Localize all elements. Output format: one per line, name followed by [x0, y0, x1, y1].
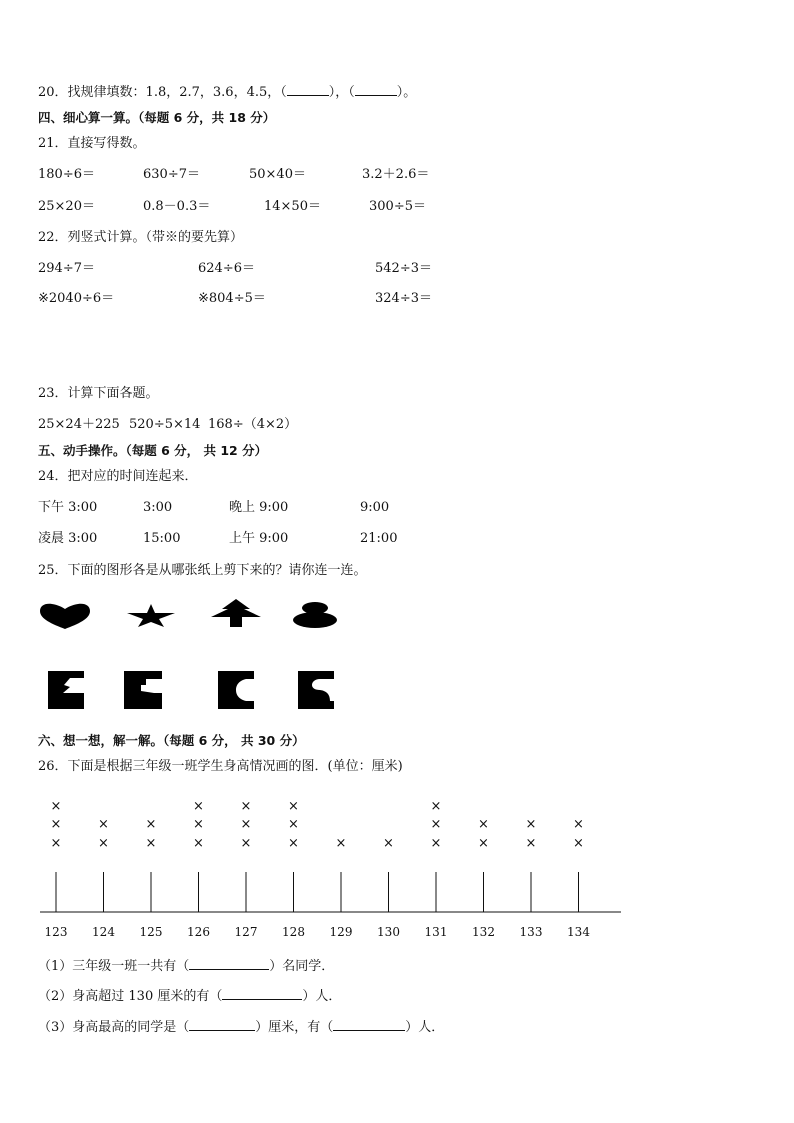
q22-item: 324÷3＝: [375, 291, 432, 306]
q26-sub3-pre: （3）身高最高的同学是（: [38, 1020, 190, 1035]
plot-mark: ×: [145, 836, 157, 851]
plot-mark: ×: [573, 836, 584, 851]
tick-label: 128: [282, 925, 305, 939]
plot-mark: ×: [430, 836, 442, 851]
q21-item: 50×40＝: [249, 167, 306, 182]
q24-time[interactable]: 上午 9:00: [229, 531, 289, 546]
q21-item: 180÷6＝: [38, 167, 95, 182]
q26-sub2-blank[interactable]: [222, 988, 302, 1000]
tick-label: 134: [567, 925, 590, 939]
paper-notch-icon[interactable]: [218, 671, 254, 709]
mushroom-shape-icon[interactable]: [291, 601, 339, 629]
q26-sub1-pre: （1）三年级一班一共有（: [38, 959, 190, 974]
tick-label: 126: [187, 925, 210, 939]
q26-sub1-blank[interactable]: [189, 958, 269, 970]
q26-sub3-mid: ）厘米，有（: [255, 1020, 334, 1035]
tick-label: 129: [329, 925, 353, 939]
tick-label: 130: [377, 925, 400, 939]
q21-item: 300÷5＝: [369, 199, 426, 214]
plot-mark: ×: [240, 817, 252, 832]
q21-item: 0.8－0.3＝: [143, 199, 211, 214]
plot-mark: ×: [145, 817, 157, 832]
plot-mark: ×: [240, 836, 252, 851]
q26-sub3-blank-2[interactable]: [333, 1019, 405, 1031]
q25-title: 25．下面的图形各是从哪张纸上剪下来的？请你连一连。: [38, 563, 367, 578]
section-4-heading: 四、细心算一算。（每题 6 分，共 18 分）: [38, 110, 276, 125]
tick-label: 131: [424, 925, 448, 939]
q24-time[interactable]: 21:00: [360, 531, 398, 546]
q24-time[interactable]: 凌晨 3:00: [38, 531, 98, 546]
q24-title: 24．把对应的时间连起来．: [38, 469, 198, 484]
q20-text: 20．找规律填数：1.8，2.7，3.6，4.5，（: [38, 85, 287, 100]
q26-sub3-post: ）人．: [405, 1020, 445, 1035]
paper-bump-icon[interactable]: [298, 671, 334, 709]
q24-time[interactable]: 15:00: [143, 531, 181, 546]
q26-sub3: [38, 1019, 444, 1036]
q23-item: 168÷（4×2）: [208, 417, 298, 432]
q22-item: 294÷7＝: [38, 261, 95, 276]
star-shape-icon[interactable]: [125, 602, 177, 628]
plot-mark: ×: [50, 817, 62, 832]
plot-mark: ×: [288, 817, 299, 832]
q21-item: 25×20＝: [38, 199, 95, 214]
q23-item: 520÷5×14: [129, 417, 201, 432]
plot-mark: ×: [288, 799, 299, 814]
plot-mark: ×: [50, 799, 62, 814]
q23-item: 25×24＋225: [38, 417, 120, 432]
q20-blank-1[interactable]: [287, 84, 329, 96]
heart-shape-icon[interactable]: [38, 602, 92, 630]
q26-sub2: [38, 988, 341, 1005]
paper-steps-icon[interactable]: [124, 671, 162, 709]
q26-sub1-post: ）名同学．: [269, 959, 335, 974]
tick-label: 124: [92, 925, 115, 939]
q22-title: 22．列竖式计算。（带※的要先算）: [38, 230, 244, 245]
q22-item: ※804÷5＝: [198, 291, 266, 306]
q21-item: 630÷7＝: [143, 167, 200, 182]
plot-mark: ×: [478, 817, 489, 832]
q24-time[interactable]: 9:00: [360, 500, 390, 515]
plot-mark: ×: [288, 836, 299, 851]
plot-mark: ×: [573, 817, 584, 832]
plot-mark: ×: [193, 836, 204, 851]
q26-sub2-pre: （2）身高超过 130 厘米的有（: [38, 989, 223, 1004]
q20-blank-2[interactable]: [355, 84, 397, 96]
plot-mark: ×: [98, 817, 109, 832]
q24-time[interactable]: 下午 3:00: [38, 500, 98, 515]
tick-label: 123: [44, 925, 68, 939]
q24-time[interactable]: 3:00: [143, 500, 173, 515]
plot-mark: ×: [478, 836, 489, 851]
plot-mark: ×: [98, 836, 109, 851]
q20-sep: ），（: [328, 85, 355, 100]
q20-line: [38, 84, 416, 101]
height-line-plot: [0, 790, 794, 950]
q22-item: 542÷3＝: [375, 261, 432, 276]
q26-sub1: [38, 958, 334, 975]
plot-mark: ×: [240, 799, 252, 814]
plot-mark: ×: [383, 836, 394, 851]
q24-time[interactable]: 晚上 9:00: [229, 500, 289, 515]
section-6-heading: 六、想一想，解一解。（每题 6 分， 共 30 分）: [38, 733, 305, 748]
tick-label: 133: [519, 925, 543, 939]
q26-title: 26．下面是根据三年级一班学生身高情况画的图．(单位：厘米): [38, 759, 403, 774]
plot-mark: ×: [193, 799, 204, 814]
q26-sub3-blank-1[interactable]: [189, 1019, 255, 1031]
plot-mark: ×: [50, 836, 62, 851]
plot-mark: ×: [525, 836, 537, 851]
q26-sub2-post: ）人．: [302, 989, 342, 1004]
tick-label: 127: [234, 925, 258, 939]
q22-item: 624÷6＝: [198, 261, 255, 276]
plot-mark: ×: [430, 817, 442, 832]
paper-zigzag-icon[interactable]: [48, 671, 84, 709]
plot-mark: ×: [335, 836, 347, 851]
plot-mark: ×: [525, 817, 537, 832]
tree-shape-icon[interactable]: [209, 598, 263, 628]
q21-title: 21．直接写得数。: [38, 136, 146, 151]
q22-item: ※2040÷6＝: [38, 291, 115, 306]
q20-end: ）。: [396, 85, 417, 100]
q21-item: 3.2＋2.6＝: [362, 167, 430, 182]
tick-label: 132: [472, 925, 495, 939]
section-5-heading: 五、动手操作。（每题 6 分， 共 12 分）: [38, 443, 268, 458]
q23-title: 23．计算下面各题。: [38, 386, 159, 401]
q21-item: 14×50＝: [264, 199, 321, 214]
plot-mark: ×: [430, 799, 442, 814]
plot-mark: ×: [193, 817, 204, 832]
tick-label: 125: [139, 925, 163, 939]
